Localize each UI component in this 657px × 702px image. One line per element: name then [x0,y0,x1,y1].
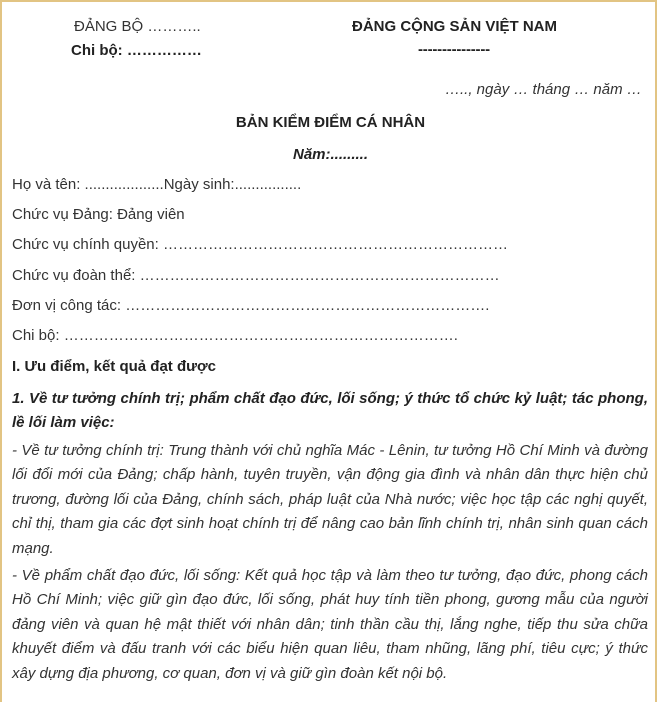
date-line: ….., ngày … tháng … năm … [445,81,642,98]
subsection-heading-ideology: 1. Về tư tưởng chính trị; phẩm chất đạo đức, lối sống; ý thức tổ chức kỷ luật; tác phong, lề lối làm việc: [12,390,648,431]
paragraph-political-ideology: - Về tư tưởng chính trị: Trung thành với chủ nghĩa Mác - Lênin, tư tưởng Hồ Chí Minh và đường lối đổi mới của Đảng; chấp hành, tuyên truyền, vận động gia đình và nhân dân thực hiện chủ trương, đường lối của Đảng, chính sách, pháp luật của Nhà nước; việc học tập các nghị quyết, chỉ thị, tham gia các đợt sinh hoạt chính trị để nâng cao bản lĩnh chính trị, nhân sinh quan cách mạng. [12,442,648,557]
field-government-position: Chức vụ chính quyền: …………………………………………………………… [12,236,508,253]
field-work-unit: Đơn vị công tác: ………………………………………………………………. [12,297,490,314]
paragraph-ethics-lifestyle: - Về phẩm chất đạo đức, lối sống: Kết quả học tập và làm theo tư tưởng, đạo đức, phong cách Hồ Chí Minh; việc giữ gìn đạo đức, lối sống, phát huy tính tiền phong, gương mẫu của người đảng viên và quan hệ mật thiết với nhân dân; tinh thần cầu thị, lắng nghe, tiếp thu sửa chữa khuyết điểm và đấu tranh với các biểu hiện quan liêu, tham nhũng, lãng phí, tiêu cực; ý thức xây dựng địa phương, cơ quan, đơn vị và giữ gìn đoàn kết nội bộ. [12,567,648,682]
party-cell-label: Chi bộ: …………… [71,42,202,59]
header-divider: --------------- [418,41,490,58]
section-heading-strengths: I. Ưu điểm, kết quả đạt được [12,358,217,375]
field-party-position: Chức vụ Đảng: Đảng viên [12,206,185,223]
party-name-heading: ĐẢNG CỘNG SẢN VIỆT NAM [352,18,558,35]
document-year: Năm:......... [292,146,368,163]
party-branch-label: ĐẢNG BỘ ……….. [74,18,201,35]
field-party-cell: Chi bộ: ……………………………………………………………………. [12,327,458,344]
field-name-birthdate: Họ và tên: ...................Ngày sinh:................ [12,176,302,193]
document-title: BẢN KIỂM ĐIỂM CÁ NHÂN [235,114,426,131]
field-union-position: Chức vụ đoàn thể: ……………………………………………………………… [12,267,500,284]
